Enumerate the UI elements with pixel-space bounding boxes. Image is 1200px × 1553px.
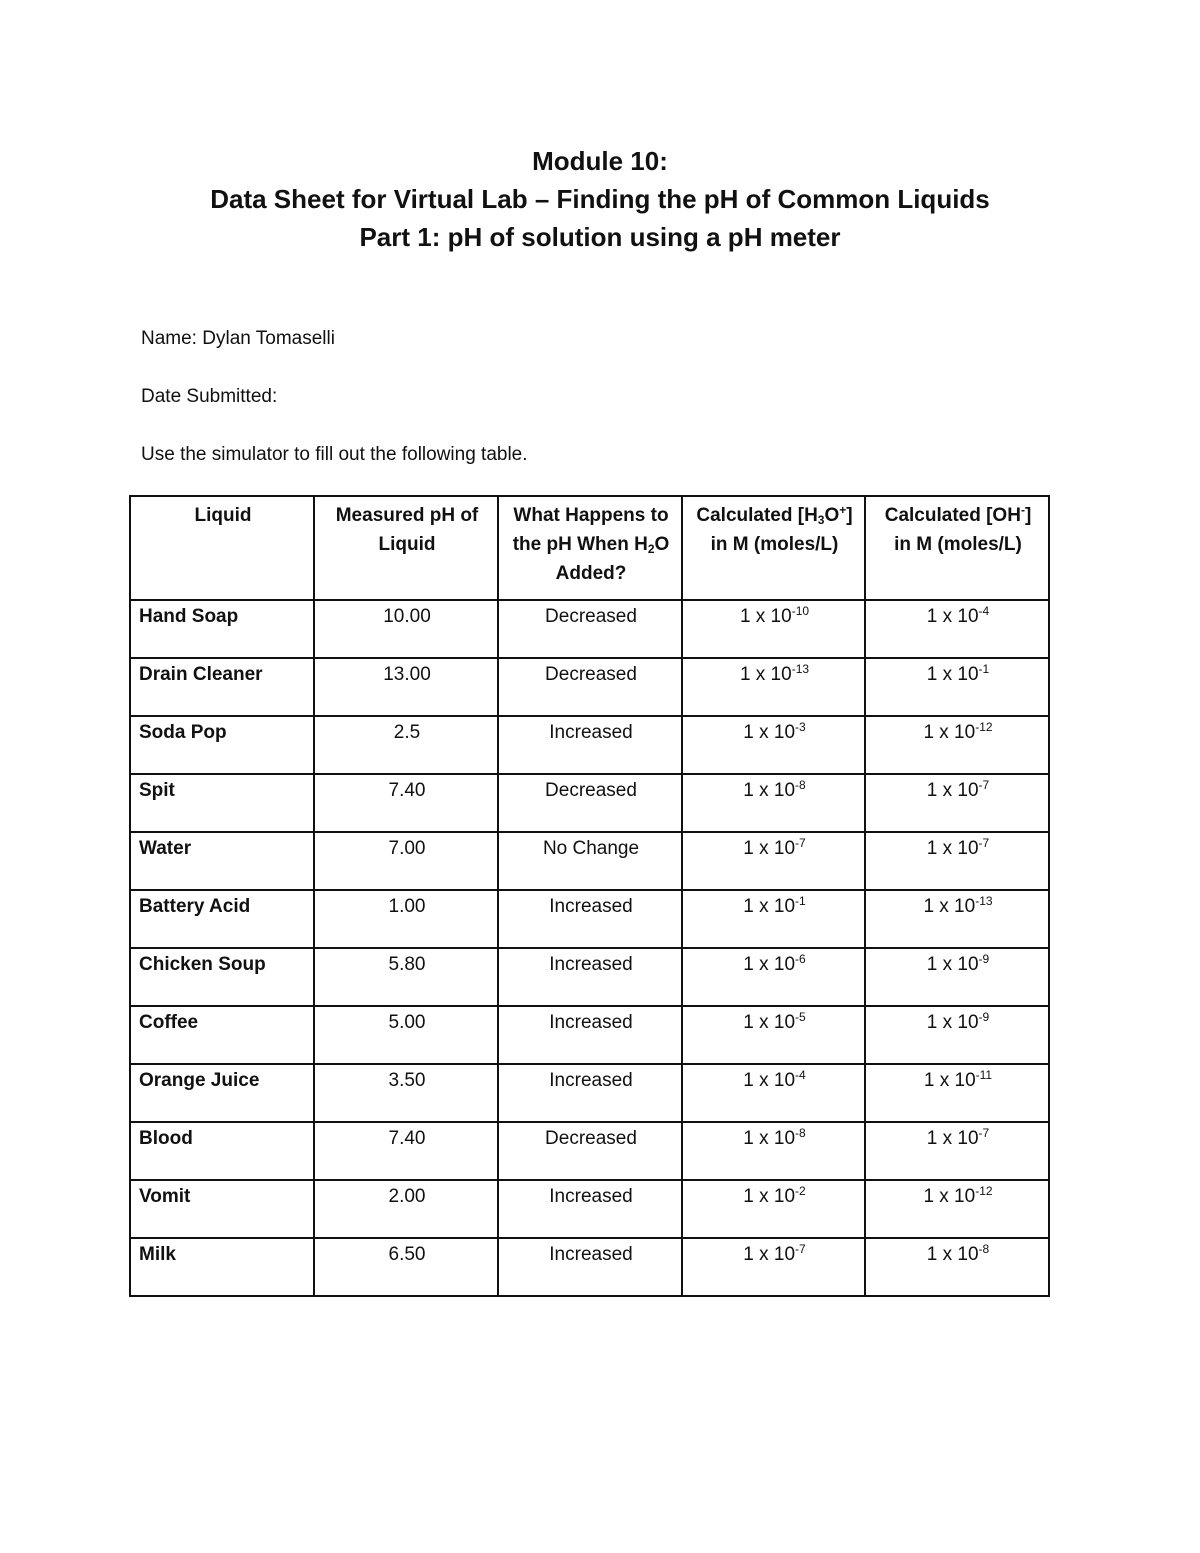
cell-ph-change: No Change — [498, 832, 682, 890]
h3o-exponent: -6 — [795, 952, 806, 966]
cell-oh-concentration — [865, 890, 1049, 948]
cell-h3o-concentration — [682, 1006, 865, 1064]
cell-oh-concentration — [865, 948, 1049, 1006]
oh-base: 1 x 10 — [923, 1186, 976, 1207]
title-part: Part 1: pH of solution using a pH meter — [359, 222, 841, 252]
cell-ph-change: Increased — [498, 716, 682, 774]
cell-oh-concentration — [865, 1180, 1049, 1238]
cell-liquid: Chicken Soup — [130, 948, 314, 1006]
table-row — [130, 658, 1049, 716]
h3o-base: 1 x 10 — [739, 664, 792, 685]
name-field — [141, 327, 335, 351]
oh-exponent: -9 — [978, 1010, 990, 1024]
oh-base: 1 x 10 — [926, 1012, 979, 1033]
header-h3o-sup: + — [839, 503, 847, 517]
table-row — [130, 890, 1049, 948]
oh-exponent: -12 — [975, 1184, 993, 1198]
header-what-happens-suffix: O Added? — [555, 534, 670, 584]
cell-h3o-concentration — [682, 600, 865, 658]
cell-ph-change: Decreased — [498, 1122, 682, 1180]
instruction-text: Use the simulator to fill out the following table. — [141, 444, 528, 465]
h3o-base: 1 x 10 — [743, 838, 796, 859]
oh-exponent: -11 — [975, 1068, 993, 1082]
oh-base: 1 x 10 — [923, 722, 976, 743]
cell-h3o-concentration — [682, 1122, 865, 1180]
cell-liquid: Spit — [130, 774, 314, 832]
cell-h3o-concentration — [682, 774, 865, 832]
oh-base: 1 x 10 — [923, 896, 976, 917]
cell-measured-ph: 1.00 — [314, 890, 498, 948]
header-liquid: Liquid — [130, 496, 314, 600]
title-module: Module 10: — [532, 146, 668, 176]
cell-liquid: Blood — [130, 1122, 314, 1180]
oh-exponent: -4 — [978, 604, 990, 618]
table-header-row — [130, 496, 1049, 600]
cell-measured-ph: 7.00 — [314, 832, 498, 890]
header-oh — [865, 496, 1049, 600]
cell-oh-concentration — [865, 716, 1049, 774]
h3o-exponent: -1 — [795, 894, 806, 908]
h3o-exponent: -3 — [795, 720, 806, 734]
header-oh-suffix: ] in M (moles/L) — [894, 505, 1032, 555]
header-h3o-suffix: ] in M (moles/L) — [710, 505, 853, 555]
table-row — [130, 1180, 1049, 1238]
cell-liquid: Vomit — [130, 1180, 314, 1238]
oh-base: 1 x 10 — [926, 606, 979, 627]
cell-liquid: Battery Acid — [130, 890, 314, 948]
oh-exponent: -7 — [978, 836, 990, 850]
cell-ph-change: Increased — [498, 948, 682, 1006]
cell-liquid: Hand Soap — [130, 600, 314, 658]
cell-liquid: Soda Pop — [130, 716, 314, 774]
table-row — [130, 1122, 1049, 1180]
header-what-happens — [498, 496, 682, 600]
document-title — [0, 142, 1200, 256]
oh-base: 1 x 10 — [926, 954, 979, 975]
table-body — [130, 600, 1049, 1296]
table-row — [130, 1238, 1049, 1296]
cell-liquid: Orange Juice — [130, 1064, 314, 1122]
cell-measured-ph: 7.40 — [314, 774, 498, 832]
header-what-happens-sub: 2 — [647, 542, 655, 556]
table-row — [130, 716, 1049, 774]
header-oh-prefix: Calculated [OH — [884, 505, 1021, 526]
h3o-base: 1 x 10 — [743, 896, 796, 917]
cell-ph-change: Decreased — [498, 600, 682, 658]
h3o-exponent: -7 — [795, 836, 806, 850]
cell-measured-ph: 6.50 — [314, 1238, 498, 1296]
cell-oh-concentration — [865, 600, 1049, 658]
cell-measured-ph: 2.00 — [314, 1180, 498, 1238]
cell-oh-concentration — [865, 1006, 1049, 1064]
table-row — [130, 1006, 1049, 1064]
h3o-base: 1 x 10 — [743, 1070, 796, 1091]
cell-oh-concentration — [865, 1238, 1049, 1296]
h3o-exponent: -7 — [795, 1242, 806, 1256]
cell-oh-concentration — [865, 1122, 1049, 1180]
cell-ph-change: Increased — [498, 890, 682, 948]
cell-h3o-concentration — [682, 890, 865, 948]
cell-ph-change: Increased — [498, 1006, 682, 1064]
cell-measured-ph: 5.80 — [314, 948, 498, 1006]
table-row — [130, 1064, 1049, 1122]
cell-ph-change: Decreased — [498, 658, 682, 716]
h3o-exponent: -13 — [791, 662, 810, 676]
oh-base: 1 x 10 — [926, 1128, 979, 1149]
cell-ph-change: Increased — [498, 1180, 682, 1238]
date-label: Date Submitted: — [141, 386, 278, 407]
cell-measured-ph: 3.50 — [314, 1064, 498, 1122]
cell-h3o-concentration — [682, 1238, 865, 1296]
date-submitted-field — [141, 385, 277, 409]
cell-liquid: Milk — [130, 1238, 314, 1296]
h3o-base: 1 x 10 — [739, 606, 792, 627]
oh-base: 1 x 10 — [926, 780, 979, 801]
h3o-exponent: -8 — [795, 778, 806, 792]
oh-base: 1 x 10 — [926, 838, 979, 859]
oh-exponent: -7 — [978, 1126, 990, 1140]
cell-h3o-concentration — [682, 716, 865, 774]
h3o-base: 1 x 10 — [743, 954, 796, 975]
cell-h3o-concentration — [682, 1064, 865, 1122]
cell-liquid: Water — [130, 832, 314, 890]
cell-measured-ph: 7.40 — [314, 1122, 498, 1180]
table-row — [130, 774, 1049, 832]
header-oh-sup: - — [1020, 503, 1025, 517]
cell-h3o-concentration — [682, 948, 865, 1006]
h3o-exponent: -5 — [795, 1010, 806, 1024]
cell-oh-concentration — [865, 658, 1049, 716]
h3o-exponent: -2 — [795, 1184, 806, 1198]
table-row — [130, 948, 1049, 1006]
header-h3o — [682, 496, 865, 600]
cell-measured-ph: 10.00 — [314, 600, 498, 658]
h3o-base: 1 x 10 — [743, 722, 796, 743]
ph-data-table — [129, 495, 1050, 1297]
h3o-base: 1 x 10 — [743, 780, 796, 801]
cell-measured-ph: 5.00 — [314, 1006, 498, 1064]
name-value: Dylan Tomaselli — [202, 328, 335, 349]
h3o-base: 1 x 10 — [743, 1012, 796, 1033]
table-row — [130, 600, 1049, 658]
h3o-base: 1 x 10 — [743, 1128, 796, 1149]
cell-measured-ph: 2.5 — [314, 716, 498, 774]
name-label: Name: — [141, 328, 197, 349]
cell-liquid: Drain Cleaner — [130, 658, 314, 716]
header-measured-ph: Measured pH of Liquid — [314, 496, 498, 600]
cell-h3o-concentration — [682, 1180, 865, 1238]
h3o-exponent: -10 — [791, 604, 810, 618]
header-h3o-mid: O — [824, 505, 840, 526]
cell-h3o-concentration — [682, 658, 865, 716]
oh-base: 1 x 10 — [923, 1070, 976, 1091]
oh-exponent: -9 — [978, 952, 990, 966]
cell-oh-concentration — [865, 774, 1049, 832]
h3o-exponent: -8 — [795, 1126, 806, 1140]
oh-exponent: -8 — [978, 1242, 990, 1256]
oh-exponent: -13 — [975, 894, 993, 908]
table-row — [130, 832, 1049, 890]
cell-ph-change: Increased — [498, 1238, 682, 1296]
h3o-exponent: -4 — [795, 1068, 806, 1082]
title-datasheet: Data Sheet for Virtual Lab – Finding the pH of Common Liquids — [210, 184, 990, 214]
cell-ph-change: Decreased — [498, 774, 682, 832]
header-h3o-sub: 3 — [817, 513, 825, 527]
cell-liquid: Coffee — [130, 1006, 314, 1064]
oh-exponent: -1 — [978, 662, 990, 676]
h3o-base: 1 x 10 — [743, 1244, 796, 1265]
oh-base: 1 x 10 — [926, 1244, 979, 1265]
header-what-happens-prefix: What Happens to the pH When H — [512, 505, 669, 555]
cell-oh-concentration — [865, 1064, 1049, 1122]
cell-oh-concentration — [865, 832, 1049, 890]
oh-base: 1 x 10 — [926, 664, 979, 685]
cell-h3o-concentration — [682, 832, 865, 890]
oh-exponent: -7 — [978, 778, 990, 792]
header-h3o-prefix: Calculated [H — [696, 505, 818, 526]
cell-measured-ph: 13.00 — [314, 658, 498, 716]
oh-exponent: -12 — [975, 720, 993, 734]
cell-ph-change: Increased — [498, 1064, 682, 1122]
h3o-base: 1 x 10 — [743, 1186, 796, 1207]
